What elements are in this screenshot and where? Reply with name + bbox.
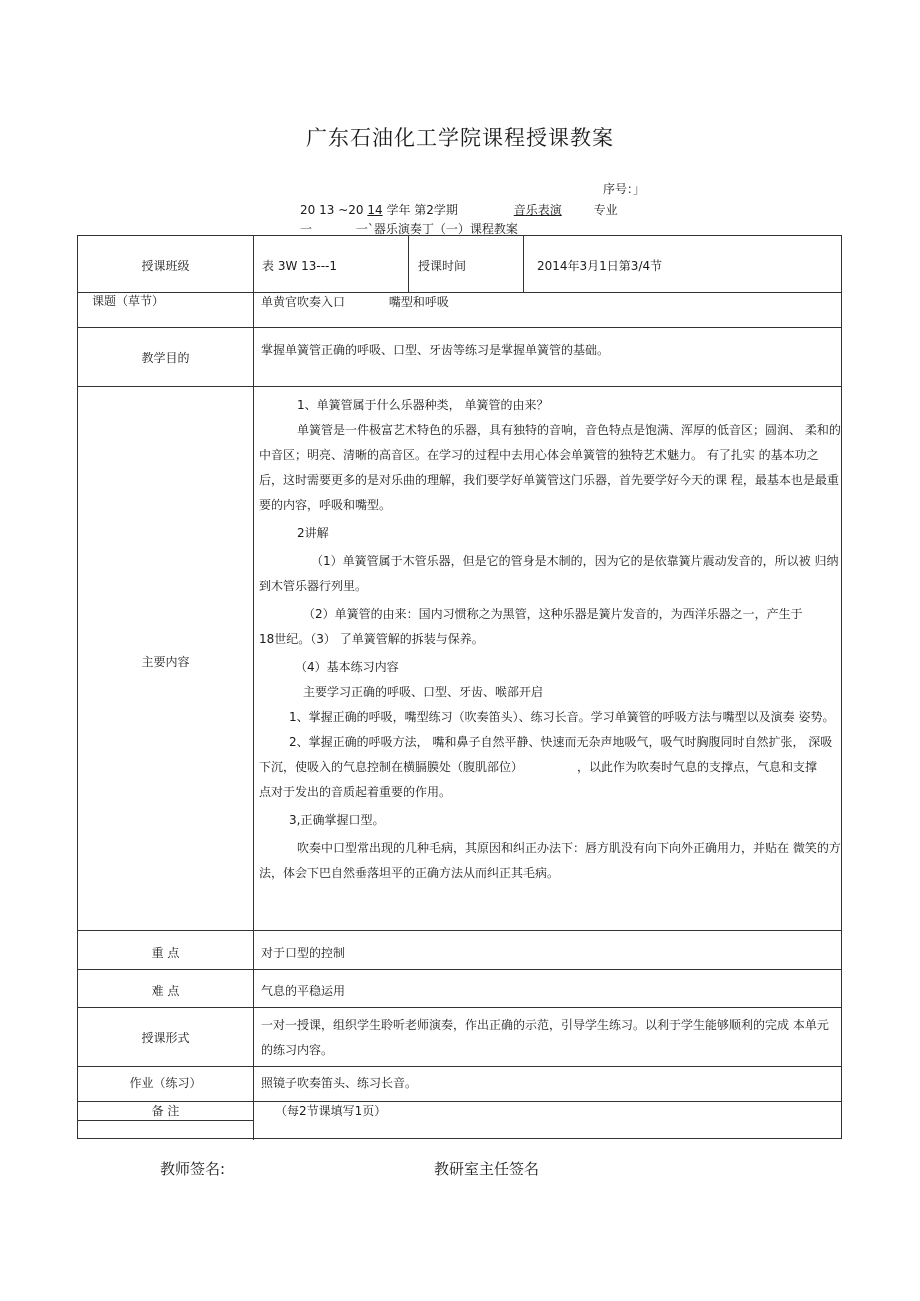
content-line: 1、掌握正确的呼吸，嘴型练习（吹奏笛头）、练习长音。学习单簧管的呼吸方法与嘴型以及演奏 姿势。 xyxy=(289,710,835,724)
note-label: 备 注 xyxy=(151,1104,180,1118)
topic-part-a: 单黄官吹奏入口 xyxy=(261,295,346,309)
difficulty-label: 难 点 xyxy=(151,984,180,998)
year-to: 14 xyxy=(367,203,383,217)
major-name: 音乐表演 xyxy=(513,203,562,217)
form-label: 授课形式 xyxy=(141,1031,190,1045)
term-line xyxy=(300,201,618,218)
content-line: 点对于发出的音质起着重要的作用。 xyxy=(259,785,452,799)
goal-label: 教学目的 xyxy=(141,351,190,365)
content-line: 主要学习正确的呼吸、口型、牙齿、喉部开启 xyxy=(303,685,544,699)
content-line: （4）基本练习内容 xyxy=(295,660,399,674)
major-label: 专业 xyxy=(593,203,618,217)
key-label: 重 点 xyxy=(151,946,180,960)
content-line-part: ，以此作为吹奏时气息的支撑点，气息和支撑 xyxy=(577,760,818,774)
content-line: 2讲解 xyxy=(297,526,329,540)
content-line: 1、单簧管属于什么乐器种类， 单簧管的由来？ xyxy=(297,398,549,412)
homework-value: 照镜子吹奏笛头、练习长音。 xyxy=(261,1076,418,1090)
time-label: 授课时间 xyxy=(418,259,467,273)
content-line: 吹奏中口型常出现的几种毛病，其原因和纠正办法下：唇方肌没有向下向外正确用力，并贴在 微笑的方法，体会下巴自然垂落坦平的正确方法从而纠正其毛病。 xyxy=(259,841,841,880)
page-title: 广东石油化工学院课程授课教案 xyxy=(306,126,614,150)
year-from: 20 13 xyxy=(300,203,335,217)
course-name: 一`器乐演奏丁（一）课程教案 xyxy=(355,222,518,236)
serial-number: 序号：」 xyxy=(603,182,646,196)
term-text: 学年 第2学期 xyxy=(386,203,458,217)
course-dash: 一 xyxy=(300,222,313,236)
topic-label: 课题（草节） xyxy=(92,294,165,308)
main-content xyxy=(259,393,841,886)
class-label: 授课班级 xyxy=(141,259,190,273)
topic-part-b: 嘴型和呼吸 xyxy=(388,295,449,309)
content-line: 18世纪。（3） 了单簧管解的拆装与保养。 xyxy=(259,632,484,646)
content-line-part: 2、掌握正确的呼吸方法， 嘴和鼻子自然平静、快速而无杂声地吸气，吸气时胸腹同时自然扩张， 深吸下沉，使吸入的气息控制在横膈膜处（腹肌部位） xyxy=(259,735,833,774)
goal-value: 掌握单簧管正确的呼吸、口型、牙齿等练习是掌握单簧管的基础。 xyxy=(261,343,610,357)
content-line: 单簧管是一件极富艺术特色的乐器，具有独特的音响，音色特点是饱满、浑厚的低音区；圆润、 柔和的中音区；明亮、清晰的高音区。在学习的过程中去用心体会单簧管的独特艺术魅力。 有了扎实 的基本功之后，这时需要更多的是对乐曲的理解，我们要学好单簧管这门乐器，首先要学好今天的课 程，最基本也是最重要的内容，呼吸和嘴型。 xyxy=(259,423,841,512)
time-value: 2014年3月1日第3/4节 xyxy=(537,259,663,273)
homework-label: 作业（练习） xyxy=(129,1076,202,1090)
content-line: （2）单簧管的由来：国内习惯称之为黑管，这种乐器是簧片发音的，为西洋乐器之一，产生于 xyxy=(303,607,803,621)
topic-value xyxy=(261,293,449,310)
year-sep: ~20 xyxy=(338,203,364,217)
key-value: 对于口型的控制 xyxy=(261,946,346,960)
form-value: 一对一授课，组织学生聆听老师演奏，作出正确的示范，引导学生练习。以利于学生能够顺利的完成 本单元的练习内容。 xyxy=(261,1018,829,1057)
director-signature: 教研室主任签名 xyxy=(434,1160,540,1178)
note-value: （每2节课填写1页） xyxy=(275,1104,387,1118)
content-line: 3,正确掌握口型。 xyxy=(289,813,385,827)
difficulty-value: 气息的平稳运用 xyxy=(261,984,346,998)
content-line: （1）单簧管属于木管乐器，但是它的管身是木制的，因为它的是依靠簧片震动发音的，所以被 归纳到木管乐器行列里。 xyxy=(259,554,839,593)
lesson-plan-table xyxy=(77,235,842,1139)
teacher-signature: 教师签名: xyxy=(160,1160,226,1178)
class-value: 表 3W 13---1 xyxy=(262,259,338,273)
content-line xyxy=(259,730,841,780)
content-label: 主要内容 xyxy=(141,655,190,669)
